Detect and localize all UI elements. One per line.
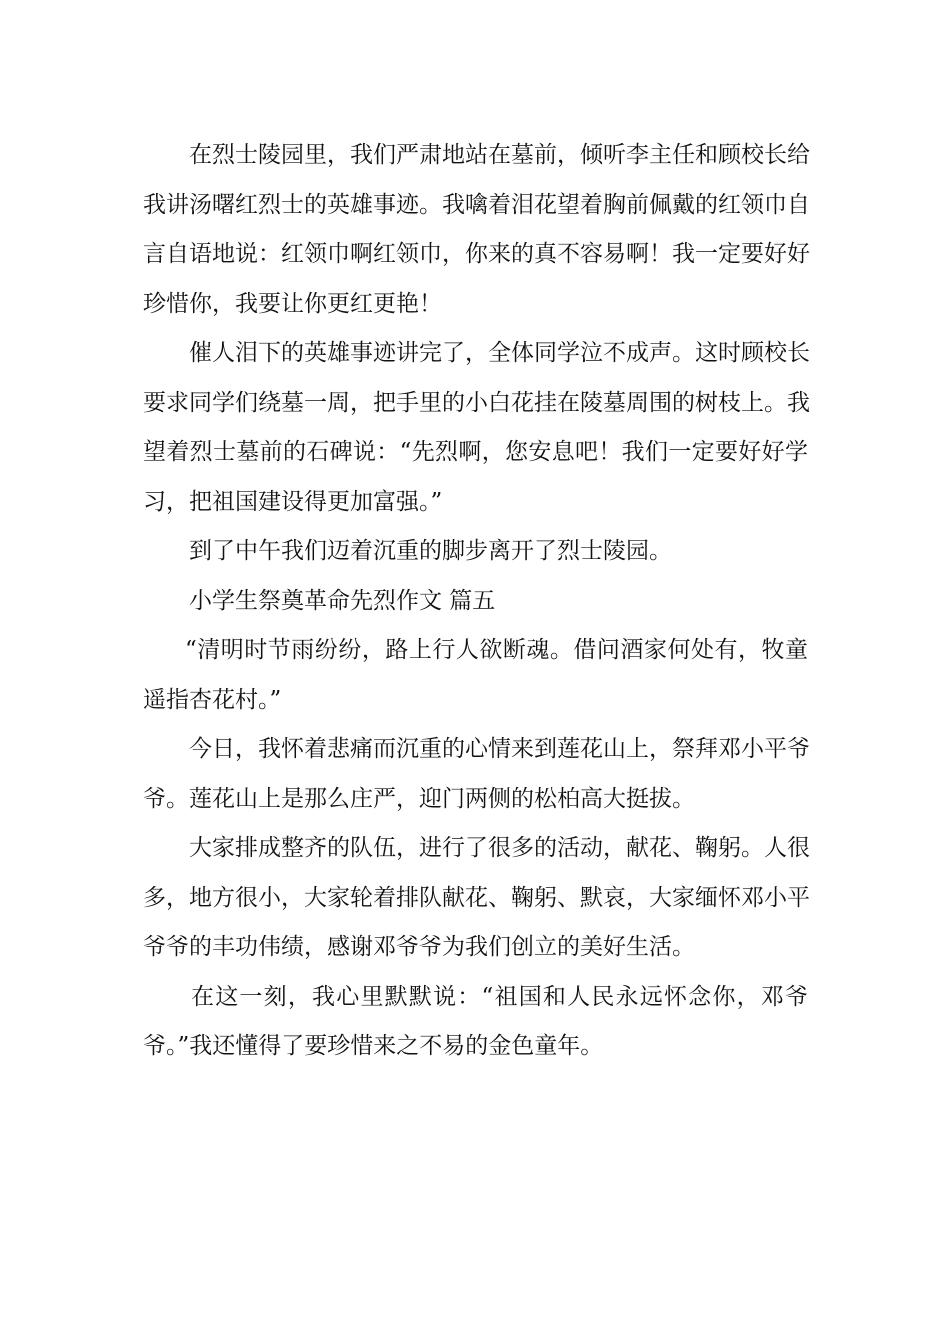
text-line: 到了中午我们迈着沉重的脚步离开了烈士陵园。 <box>189 538 672 564</box>
text-line: 今日，我怀着悲痛而沉重的心情来到莲花山上，祭拜邓小平爷 <box>189 736 810 762</box>
text-line: 遥指杏花村。” <box>143 686 282 713</box>
text-line: 习，把祖国建设得更加富强。” <box>143 488 443 515</box>
text-line: 我讲汤曙红烈士的英雄事迹。我噙着泪花望着胸前佩戴的红领巾自 <box>143 191 810 218</box>
text-line: 多，地方很小，大家轮着排队献花、鞠躬、默哀，大家缅怀邓小平 <box>143 884 810 911</box>
text-line: 爷。”我还懂得了要珍惜来之不易的金色童年。 <box>143 1033 604 1059</box>
section-heading: 小学生祭奠革命先烈作文 篇五 <box>189 587 496 614</box>
text-line: 催人泪下的英雄事迹讲完了，全体同学泣不成声。这时顾校长 <box>189 340 810 366</box>
document-body <box>143 131 808 1072</box>
text-line: 在这一刻，我心里默默说：“祖国和人民永远怀念你，邓爷 <box>191 983 808 1010</box>
text-line: 望着烈士墓前的石碑说：“先烈啊，您安息吧！我们一定要好好学 <box>143 439 808 465</box>
text-line: 珍惜你，我要让你更红更艳！ <box>143 290 442 317</box>
text-line: 要求同学们绕墓一周，把手里的小白花挂在陵墓周围的树枝上。我 <box>143 389 810 416</box>
text-line: 大家排成整齐的队伍，进行了很多的活动，献花、鞠躬。人很 <box>189 835 810 861</box>
text-line: 在烈士陵园里，我们严肃地站在墓前，倾听李主任和顾校长给 <box>189 142 810 168</box>
text-line: 言自语地说：红领巾啊红领巾，你来的真不容易啊！我一定要好好 <box>143 241 810 267</box>
text-line: 爷爷的丰功伟绩，感谢邓爷爷为我们创立的美好生活。 <box>143 934 695 960</box>
text-line: 爷。莲花山上是那么庄严，迎门两侧的松柏高大挺拔。 <box>143 785 695 812</box>
text-line: “清明时节雨纷纷，路上行人欲断魂。借问酒家何处有，牧童 <box>185 637 808 663</box>
